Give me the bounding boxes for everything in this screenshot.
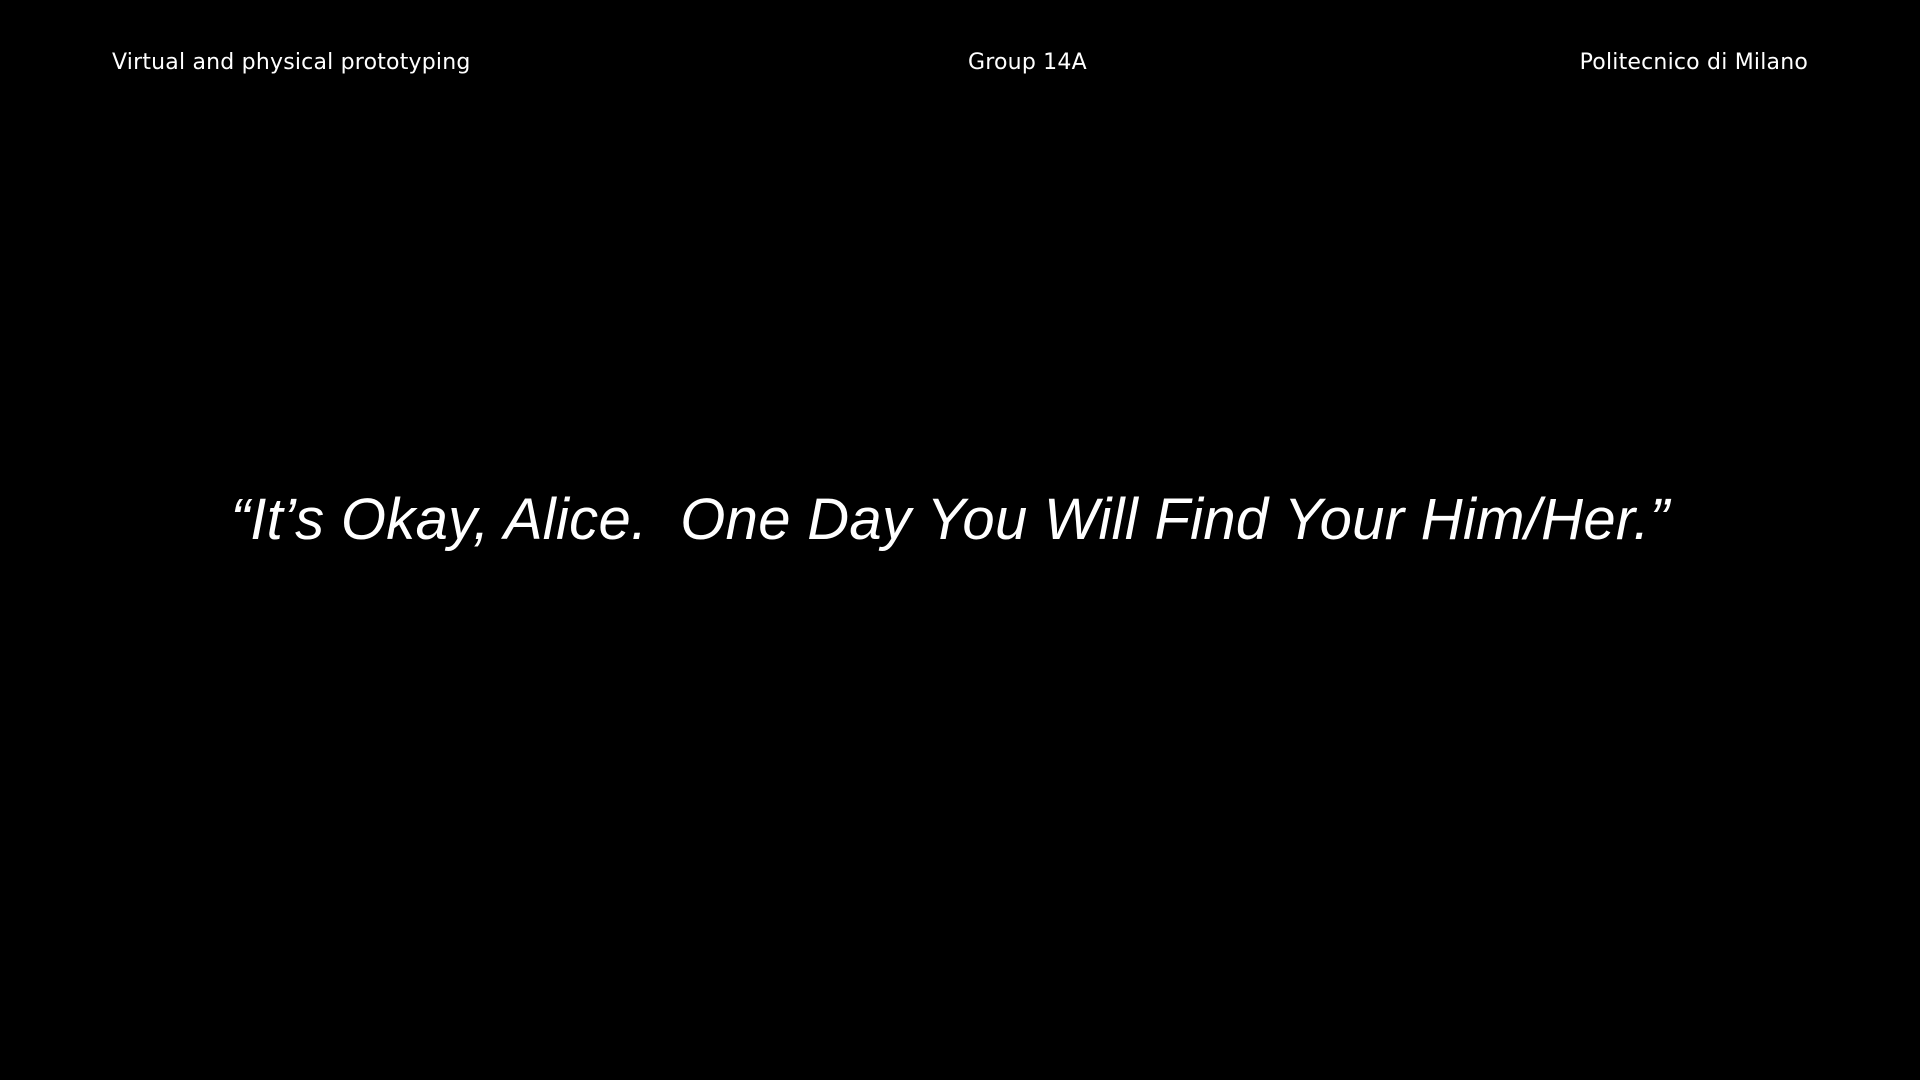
slide-quote: “It’s Okay, Alice. One Day You Will Find Your Him/Her.” bbox=[230, 487, 1670, 552]
slide-body bbox=[0, 480, 1920, 560]
university-name: Politecnico di Milano bbox=[1579, 50, 1808, 75]
slide-header bbox=[0, 49, 1920, 79]
course-title: Virtual and physical prototyping bbox=[112, 50, 471, 75]
group-label: Group 14A bbox=[968, 50, 1087, 75]
